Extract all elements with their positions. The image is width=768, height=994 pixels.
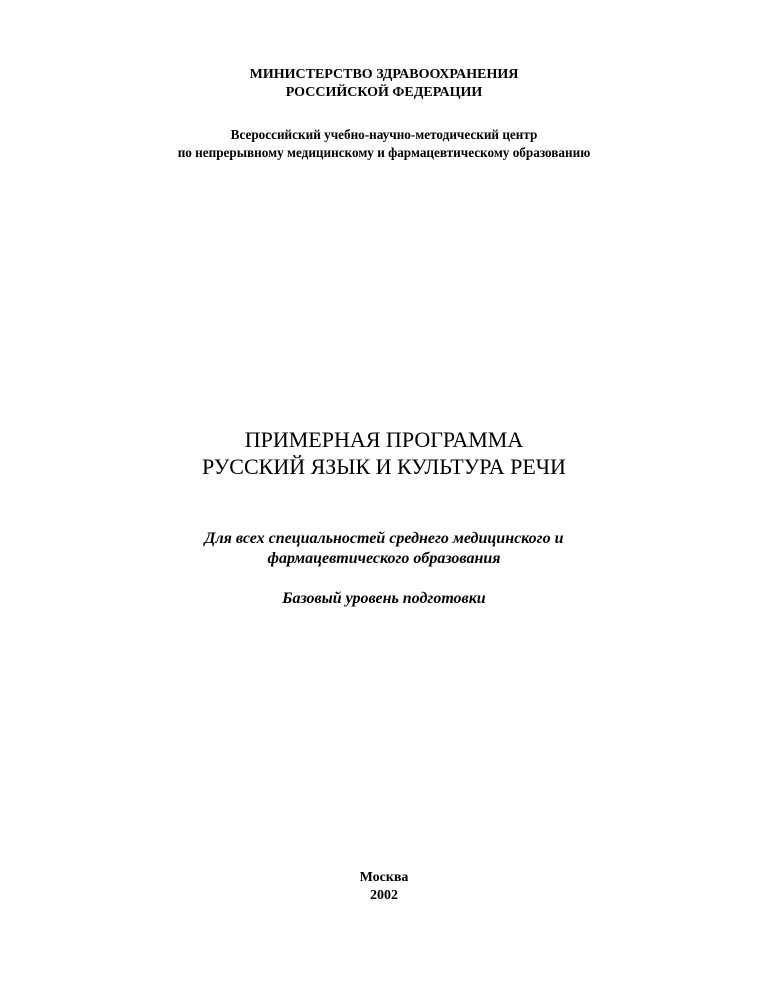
ministry-name-line-1: МИНИСТЕРСТВО ЗДРАВООХРАНЕНИЯ xyxy=(249,67,519,82)
center-name-line-1: Всероссийский учебно-научно-методический центр xyxy=(230,127,538,142)
publication-city: Москва xyxy=(359,870,409,885)
center-name-line-2: по непрерывному медицинскому и фармацевтическому образованию xyxy=(177,145,591,160)
training-level: Базовый уровень подготовки xyxy=(282,590,486,607)
audience-line-1: Для всех специальностей среднего медицинского и xyxy=(204,530,564,547)
document-title-line-2: РУССКИЙ ЯЗЫК И КУЛЬТУРА РЕЧИ xyxy=(202,454,566,479)
ministry-name-line-2: РОССИЙСКОЙ ФЕДЕРАЦИИ xyxy=(285,85,483,100)
document-title-line-1: ПРИМЕРНАЯ ПРОГРАММА xyxy=(244,427,524,452)
publication-year: 2002 xyxy=(370,888,398,903)
audience-line-2: фармацевтического образования xyxy=(267,550,501,567)
